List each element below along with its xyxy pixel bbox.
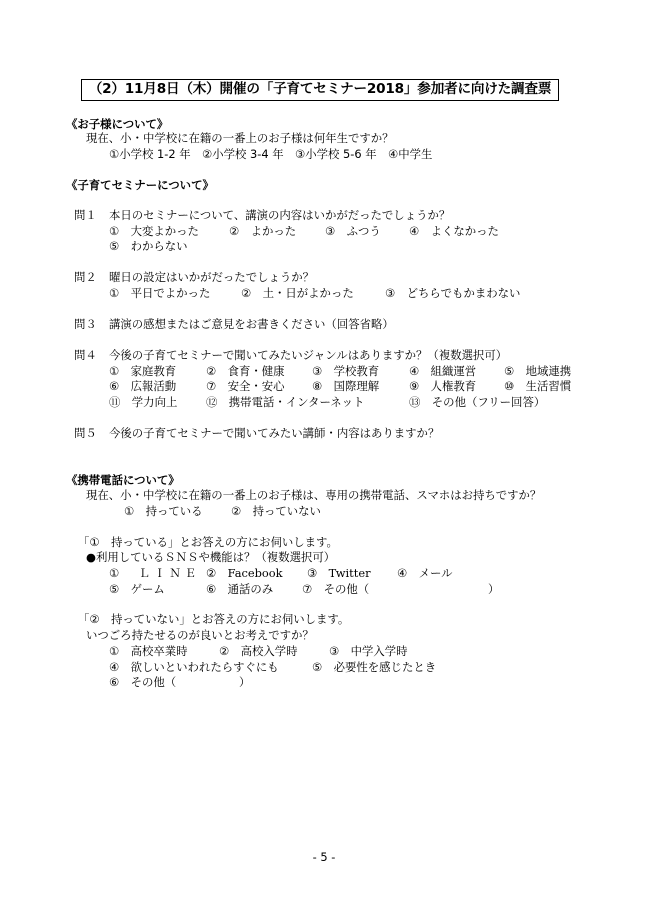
q4-option-12: ⑫ 携帯電話・インターネット xyxy=(206,395,365,409)
timing-option-4: ④ 欲しいといわれたらすぐにも xyxy=(109,660,279,674)
phone-option-1: ① 持っている xyxy=(124,504,203,518)
q2-option-2: ② 土・日がよかった xyxy=(241,286,354,300)
q1-option-2: ② よかった xyxy=(229,224,297,238)
q2-option-1: ① 平日でよかった xyxy=(109,286,211,300)
sns-option-1: ① ＬＩＮＥ xyxy=(109,566,201,580)
timing-option-3: ③ 中学入学時 xyxy=(329,644,408,658)
timing-option-5: ⑤ 必要性を感じたとき xyxy=(312,660,437,674)
timing-question: いつごろ持たせるのが良いとお考えですか？ xyxy=(86,628,314,642)
q2-option-3: ③ どちらでもかまわない xyxy=(385,286,521,300)
q1-option-4: ④ よくなかった xyxy=(409,224,499,238)
sns-option-4: ④ メール xyxy=(397,566,453,580)
timing-option-2: ② 高校入学時 xyxy=(219,644,298,658)
q4-text: 今後の子育てセミナーで聞いてみたいジャンルはありますか？（複数選択可） xyxy=(109,348,508,362)
section-heading-phone: 《携帯電話について》 xyxy=(66,473,180,487)
q4-option-5: ⑤ 地域連携 xyxy=(504,364,572,378)
phone-question: 現在、小・中学校に在籍の一番上のお子様は、専用の携帯電話、スマホはお持ちですか？ xyxy=(86,488,542,502)
sns-option-6: ⑥ 通話のみ xyxy=(206,582,274,596)
q3-text: 講演の感想またはご意見をお書きください（回答省略） xyxy=(109,317,394,331)
timing-option-6: ⑥ その他（ xyxy=(109,675,177,689)
q4-label: 問４ xyxy=(74,348,97,362)
sns-option-5: ⑤ ゲーム xyxy=(109,582,165,596)
q4-option-4: ④ 組織運営 xyxy=(409,364,477,378)
has-phone-intro: 「① 持っている」とお答えの方にお伺いします。 xyxy=(78,535,338,549)
q4-option-7: ⑦ 安全・安心 xyxy=(206,379,285,393)
q4-option-6: ⑥ 広報活動 xyxy=(109,379,177,393)
q4-option-3: ③ 学校教育 xyxy=(312,364,380,378)
q5-text: 今後の子育てセミナーで聞いてみたい講師・内容はありますか？ xyxy=(109,426,440,440)
q4-option-1: ① 家庭教育 xyxy=(109,364,177,378)
sns-option-7-close: ） xyxy=(488,582,500,596)
q1-text: 本日のセミナーについて、講演の内容はいかがだったでしょうか？ xyxy=(109,208,451,222)
no-phone-intro: 「② 持っていない」とお答えの方にお伺いします。 xyxy=(78,612,350,626)
sns-option-3: ③ Twitter xyxy=(307,566,371,580)
sns-option-2: ② Facebook xyxy=(206,566,283,580)
section-heading-child: 《お子様について》 xyxy=(66,117,169,131)
child-grade-options: ①小学校 1-2 年 ②小学校 3-4 年 ③小学校 5-6 年 ④中学生 xyxy=(109,147,433,161)
q2-text: 曜日の設定はいかがだったでしょうか？ xyxy=(109,270,315,284)
q1-option-3: ③ ふつう xyxy=(325,224,381,238)
phone-option-2: ② 持っていない xyxy=(231,504,321,518)
q1-label: 問１ xyxy=(74,208,97,222)
q4-option-2: ② 食育・健康 xyxy=(206,364,285,378)
q4-option-11: ⑪ 学力向上 xyxy=(109,395,178,409)
timing-option-1: ① 高校卒業時 xyxy=(109,644,188,658)
sns-option-7: ⑦ その他（ xyxy=(302,582,370,596)
child-grade-question: 現在、小・中学校に在籍の一番上のお子様は何年生ですか？ xyxy=(86,131,394,145)
q4-option-8: ⑧ 国際理解 xyxy=(312,379,380,393)
q1-option-5: ⑤ わからない xyxy=(109,239,188,253)
q3-label: 問３ xyxy=(74,317,97,331)
sns-question: ●利用しているＳＮＳや機能は？（複数選択可） xyxy=(86,550,336,564)
q1-option-1: ① 大変よかった xyxy=(109,224,199,238)
page-number: - 5 - xyxy=(312,850,336,864)
section-heading-seminar: 《子育てセミナーについて》 xyxy=(66,178,214,192)
timing-option-6-close: ） xyxy=(239,675,251,689)
q5-label: 問５ xyxy=(74,426,97,440)
survey-title: （2）11月8日（木）開催の「子育てセミナー2018」参加者に向けた調査票 xyxy=(81,79,559,101)
q4-option-10: ⑩ 生活習慣 xyxy=(504,379,572,393)
q4-option-13: ⑬ その他（フリー回答） xyxy=(409,395,546,409)
q2-label: 問２ xyxy=(74,270,97,284)
q4-option-9: ⑨ 人権教育 xyxy=(409,379,477,393)
